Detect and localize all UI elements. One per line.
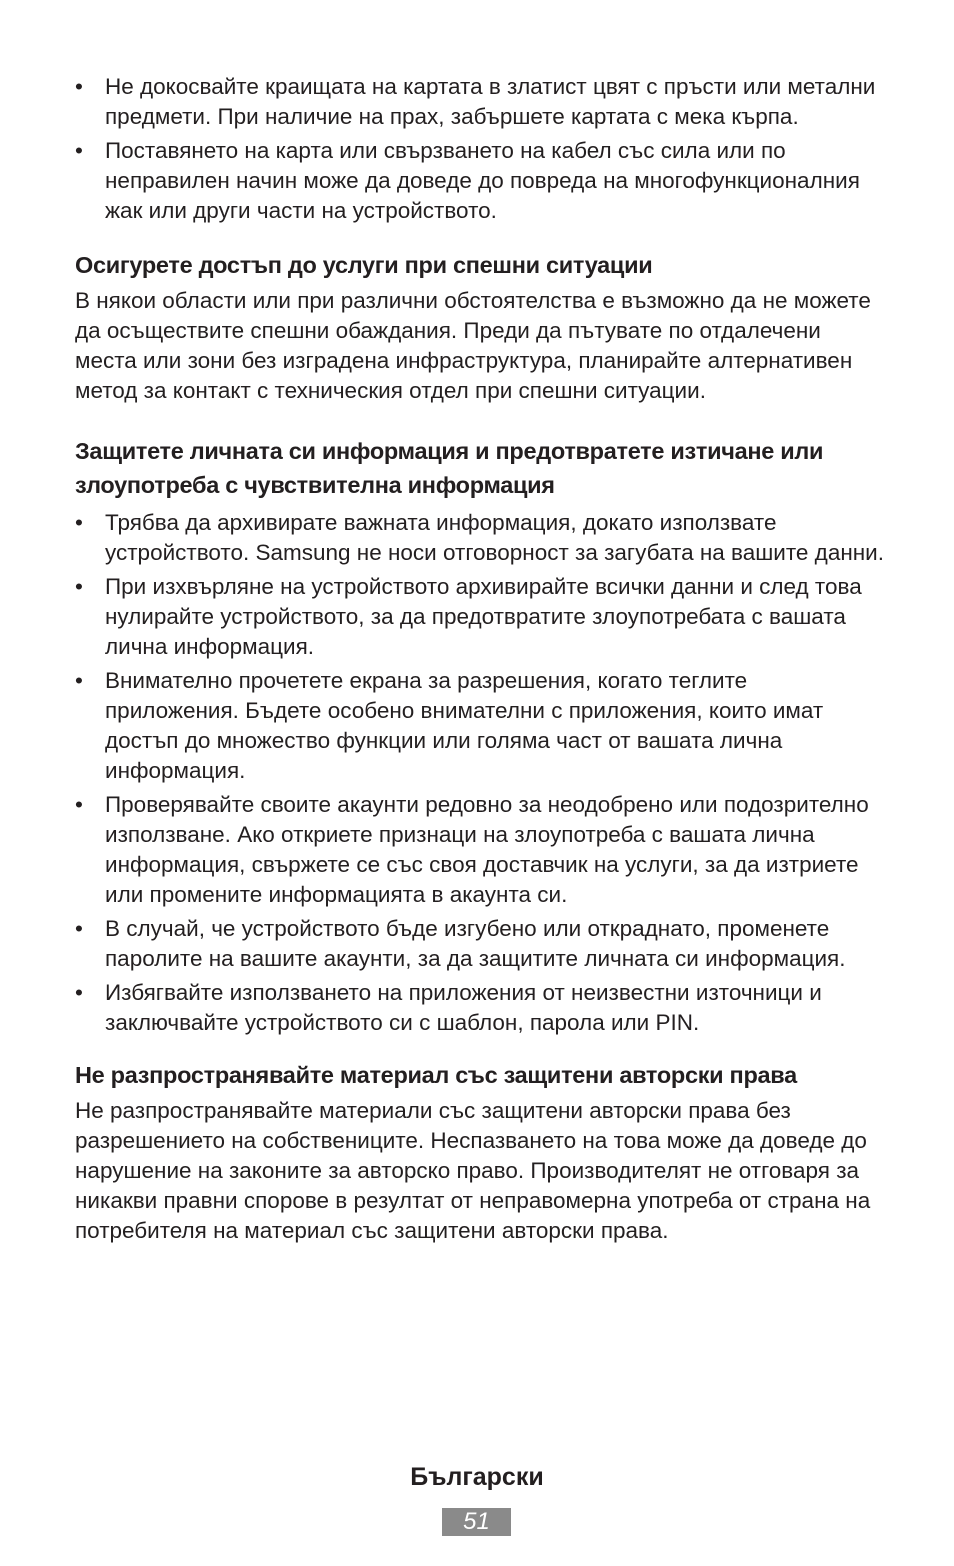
list-item: • Избягвайте използването на приложения от неизвестни източници и заключвайте устройството си с шаблон, парола или PIN.: [75, 978, 885, 1038]
section-emergency: [75, 248, 885, 406]
list-item: • При изхвърляне на устройството архивирайте всички данни и след това нулирайте устройството, за да предотвратите злоупотребата с вашата лична информация.: [75, 572, 885, 662]
intro-bullet-list: [75, 72, 885, 226]
section-heading: Защитете личната си информация и предотвратете изтичане или злоупотреба с чувствителна информация: [75, 438, 824, 498]
footer-language-label: Български: [410, 1463, 544, 1491]
page-number-badge: 51: [442, 1508, 511, 1536]
section-copyright: [75, 1058, 885, 1246]
section-privacy: [75, 434, 885, 1038]
list-item: • Проверявайте своите акаунти редовно за неодобрено или подозрително използване. Ако откриете признаци на злоупотреба с вашата лична информация, свържете се със своя доставчик на услуги, за да изтриете или промените информацията в акаунта си.: [75, 790, 885, 910]
section-heading: Не разпространявайте материал със защитени авторски права: [75, 1062, 797, 1088]
section-body: В някои области или при различни обстоятелства е възможно да не можете да осъществите спешни обаждания. Преди да пътувате по отдалечени места или зони без изградена инфраструктура, планирайте алтернативен метод за контакт с техническия отдел при спешни ситуации.: [75, 288, 871, 403]
page-content: [75, 72, 885, 1246]
privacy-bullet-list: [75, 508, 885, 1038]
list-item: • Трябва да архивирате важната информация, докато използвате устройството. Samsung не носи отговорност за загубата на вашите данни.: [75, 508, 885, 568]
list-item: • Не докосвайте краищата на картата в златист цвят с пръсти или метални предмети. При наличие на прах, забършете картата с мека кърпа.: [75, 72, 885, 132]
section-body: Не разпространявайте материали със защитени авторски права без разрешението на собствениците. Неспазването на това може да доведе до нарушение на законите за авторско право. Производителят не отговаря за никакви правни спорове в резултат от неправомерна употреба от страна на потребителя на материал със защитени авторски права.: [75, 1098, 871, 1243]
section-heading: Осигурете достъп до услуги при спешни ситуации: [75, 252, 653, 278]
list-item: • Внимателно прочетете екрана за разрешения, когато теглите приложения. Бъдете особено внимателни с приложения, които имат достъп до множество функции или голяма част от вашата лична информация.: [75, 666, 885, 786]
list-item: • В случай, че устройството бъде изгубено или откраднато, променете паролите на вашите акаунти, за да защитите личната си информация.: [75, 914, 885, 974]
list-item: • Поставянето на карта или свързването на кабел със сила или по неправилен начин може да доведе до повреда на многофункционалния жак или други части на устройството.: [75, 136, 885, 226]
